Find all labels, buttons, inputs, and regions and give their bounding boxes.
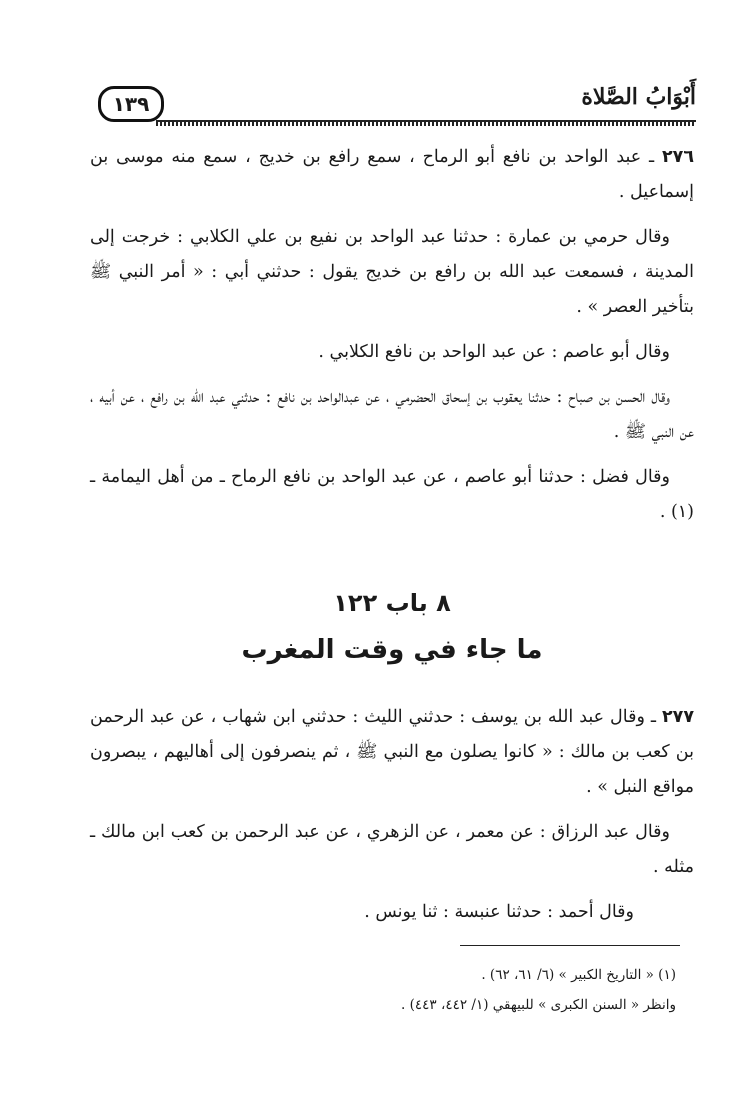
footnotes (90, 960, 680, 1020)
footnote: وانظر « السنن الكبرى » للبيهقي (١/ ٤٤٢، ٤٤٣) . (401, 997, 676, 1013)
chapter-title-heading: ما جاء في وقت المغرب (241, 635, 543, 665)
footnote-separator (460, 945, 680, 946)
paragraph (90, 335, 694, 370)
paragraph-text: وقال عبد الرزاق : عن معمر ، عن الزهري ، عن عبد الرحمن بن كعب ابن مالك ـ مثله . (90, 822, 694, 877)
header-rule (156, 120, 696, 126)
paragraph (90, 380, 694, 450)
paragraph (90, 815, 694, 885)
paragraph-text: وقال فضل : حدثنا أبو عاصم ، عن عبد الواحد بن نافع الرماح ـ من أهل اليمامة ـ (١) . (90, 467, 694, 522)
paragraph-text: وقال الحسن بن صباح : حدثنا يعقوب بن إسحاق الحضرمي ، عن عبدالواحد بن نافع : حدثني عبد الله بن رافع ، عن أبيه ، عن النبي ﷺ . (90, 387, 694, 442)
paragraph-text: ـ وقال عبد الله بن يوسف : حدثني الليث : حدثني ابن شهاب ، عن عبد الرحمن بن كعب بن مالك : « كانوا يصلون مع النبي ﷺ ، ثم ينصرفون إلى أهاليهم ، يبصرون مواقع النبل » . (90, 707, 694, 797)
page-number: ١٣٩ (98, 86, 164, 122)
paragraph (90, 220, 694, 325)
paragraph (90, 460, 694, 530)
text-block-2 (90, 700, 694, 930)
paragraph (90, 895, 694, 930)
running-title: أَبْوَابُ الصَّلاة (581, 84, 696, 110)
paragraph-text: وقال أبو عاصم : عن عبد الواحد بن نافع الكلابي . (318, 342, 670, 362)
hadith-paragraph (90, 700, 694, 805)
paragraph-text: ـ عبد الواحد بن نافع أبو الرماح ، سمع رافع بن خديج ، سمع منه موسى بن إسماعيل . (90, 147, 694, 202)
hadith-number: ٢٧٧ (661, 707, 694, 727)
page-header (96, 78, 696, 128)
hadith-paragraph (90, 140, 694, 210)
footnote: (١) « التاريخ الكبير » (٦/ ٦١، ٦٢) . (481, 967, 676, 983)
paragraph-text: وقال حرمي بن عمارة : حدثنا عبد الواحد بن نفيع بن علي الكلابي : خرجت إلى المدينة ، فسمعت عبد الله بن رافع بن خديج يقول : حدثني أبي : « أمر النبي ﷺ بتأخير العصر » . (90, 227, 694, 317)
paragraph-text: وقال أحمد : حدثنا عنبسة : ثنا يونس . (364, 902, 634, 922)
chapter-number-heading: ٨ باب ١٢٢ (333, 589, 451, 617)
hadith-number: ٢٧٦ (661, 147, 694, 167)
text-block-1 (90, 140, 694, 530)
